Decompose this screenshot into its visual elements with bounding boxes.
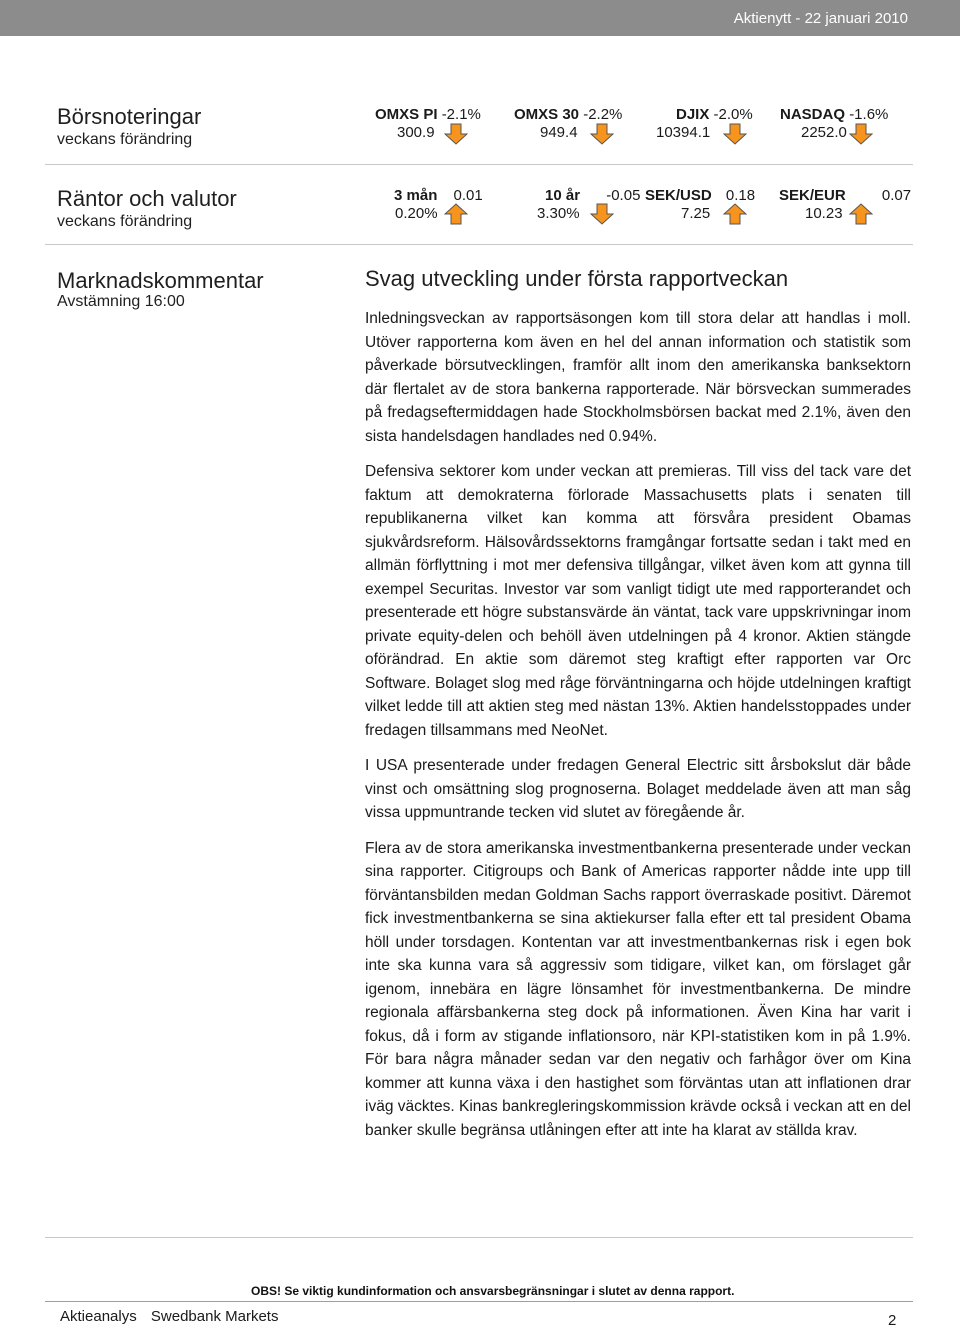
index-name: NASDAQ bbox=[780, 106, 846, 123]
rate-name: 10 år bbox=[545, 187, 581, 204]
rate-value-sek-eur: 10.23 bbox=[805, 205, 843, 222]
index-value-djix: 10394.1 bbox=[656, 124, 711, 141]
kommentar-title: Marknadskommentar bbox=[57, 268, 264, 293]
arrow-up-icon bbox=[723, 203, 747, 225]
arrow-down-icon bbox=[723, 123, 747, 145]
rate-value-10-ar: 3.30% bbox=[537, 205, 580, 222]
arrow-down-icon bbox=[590, 123, 614, 145]
rate-name: 3 mån bbox=[394, 187, 438, 204]
index-value-nasdaq: 2252.0 bbox=[801, 124, 847, 141]
arrow-down-icon bbox=[590, 203, 614, 225]
rate-sek-usd bbox=[645, 187, 755, 204]
header-title: Aktienytt - 22 januari 2010 bbox=[733, 10, 908, 27]
arrow-up-icon bbox=[849, 203, 873, 225]
rate-3-man bbox=[394, 187, 483, 204]
header-bar bbox=[0, 0, 960, 36]
article-paragraph: Flera av de stora amerikanska investmentbankerna presenterade under veckan sina rapporter. Citigroups och Bank of Americas rapporter nådde inte upp till förväntansbilden medan Goldman Sachs rapport överraskade positivt. Däremot fick investmentbankerna se sina aktiekurser falla efter ett tal president Obama höll under torsdagen. Kontentan var att investmentbankernas risk i egen bok inte ska kunna vara så aggressiv som tidigare, vilket kan, om förslaget går igenom, innebära en lägre lönsamhet för investmentbankerna. De mindre regionala affärsbankerna steg dock på informationen. Även Kina har varit i fokus, då i form av stigande inflationsoro, när KPI-statistiken kom in på 1.9%. För bara några månader sedan var den negativ och farhågor över om Kina kommer att kunna växa i den hastighet som förväntas utan att inflationen drar iväg väcktes. Kinas bankregleringskommission krävde också i veckan att en del banker skulle begränsa utlåningen efter att inte ha klarat av ställda krav. bbox=[365, 839, 911, 1139]
index-djix bbox=[676, 106, 753, 123]
arrow-down-icon bbox=[444, 123, 468, 145]
index-nasdaq bbox=[780, 106, 888, 123]
borsnoteringar-title: Börsnoteringar bbox=[57, 104, 202, 129]
rate-name: SEK/USD bbox=[645, 187, 712, 204]
index-omxs-30 bbox=[514, 106, 622, 123]
article-headline: Svag utveckling under första rapportveckan bbox=[365, 266, 789, 291]
rate-change: 0.18 bbox=[725, 187, 756, 204]
index-change: -2.0% bbox=[713, 106, 753, 123]
page-number: 2 bbox=[888, 1312, 897, 1329]
rate-change: 0.01 bbox=[453, 187, 483, 204]
rate-change: 0.07 bbox=[881, 187, 912, 204]
rantor-title: Räntor och valutor bbox=[57, 186, 237, 211]
index-change: -1.6% bbox=[849, 106, 889, 123]
index-name: DJIX bbox=[676, 106, 710, 123]
article-paragraph: Defensiva sektorer kom under veckan att premieras. Till viss del tack vare det faktum att demokraterna förlorade Massachusetts plats i senaten till republikanerna vilket kan komma att försvåra president Obamas sjukvårdsreform. Hälsovårdssektorns framgångar fortsatte sedan i takt med en allmän förflyttning i mot mer defensiva tillgångar, vilket även kom att gynna till exempel Securitas. Investor var som vanligt tidigt ute med rapporterandet och presenterade ett högre substansvärde än väntat, tack vare uppskrivningar inom private equity-delen och behöll även utdelningen på 4 kronor. Aktien stängde oförändrad. En aktie som däremot steg kraftigt efter rapporten var Orc Software. Bolaget slog med råge förväntningarna och höjde utdelningen kraftigt vilket ledde till att aktien steg med nästan 13%. Aktien handelsstoppades under fredagen tillsammans med NeoNet. bbox=[365, 463, 911, 739]
article-body bbox=[365, 307, 911, 1154]
index-name: OMXS PI bbox=[375, 106, 438, 123]
footer-divider bbox=[45, 1301, 913, 1302]
footer-brand bbox=[60, 1308, 278, 1325]
index-value-omxs-30: 949.4 bbox=[540, 124, 578, 141]
borsnoteringar-subtitle: veckans förändring bbox=[57, 131, 193, 148]
index-name: OMXS 30 bbox=[514, 106, 580, 123]
article-paragraph: Inledningsveckan av rapportsäsongen kom till stora delar att handlas i moll. Utöver rapporterna kom även en hel del annan information och statistik som påverkade börsutvecklingen, framför allt inom den amerikanska banksektorn där flertalet av de stora bankerna rapporterade. När börsveckan summerades på fredagseftermiddagen hade Stockholmsbörsen backat med 2.1%, även den sista handelsdagen handlades ned 0.94%. bbox=[365, 310, 911, 445]
rantor-subtitle: veckans förändring bbox=[57, 213, 193, 230]
arrow-up-icon bbox=[444, 203, 468, 225]
rate-value-3-man: 0.20% bbox=[395, 205, 438, 222]
index-change: -2.2% bbox=[583, 106, 623, 123]
index-value-omxs-pi: 300.9 bbox=[397, 124, 435, 141]
index-change: -2.1% bbox=[441, 106, 481, 123]
article-paragraph: I USA presenterade under fredagen General Electric sitt årsbokslut där både vinst och omsättning slog prognoserna. Bolaget meddelade även att man såg vissa uppmuntrande tecken vid slutet av föregående år. bbox=[365, 757, 911, 821]
arrow-down-icon bbox=[849, 123, 873, 145]
rate-sek-eur bbox=[779, 187, 911, 204]
section-divider bbox=[45, 1237, 913, 1238]
index-omxs-pi bbox=[375, 106, 481, 123]
footer-brand-name: Aktieanalys bbox=[60, 1308, 137, 1325]
section-divider bbox=[45, 244, 913, 245]
rate-10-ar bbox=[545, 187, 640, 204]
rate-value-sek-usd: 7.25 bbox=[681, 205, 711, 222]
rate-name: SEK/EUR bbox=[779, 187, 846, 204]
footer-company: Swedbank Markets bbox=[150, 1308, 279, 1325]
section-divider bbox=[45, 164, 913, 165]
kommentar-subtitle: Avstämning 16:00 bbox=[57, 293, 185, 310]
rate-change: -0.05 bbox=[606, 187, 641, 204]
disclaimer-text: OBS! Se viktig kundinformation och ansvarsbegränsningar i slutet av denna rapport. bbox=[251, 1284, 735, 1298]
